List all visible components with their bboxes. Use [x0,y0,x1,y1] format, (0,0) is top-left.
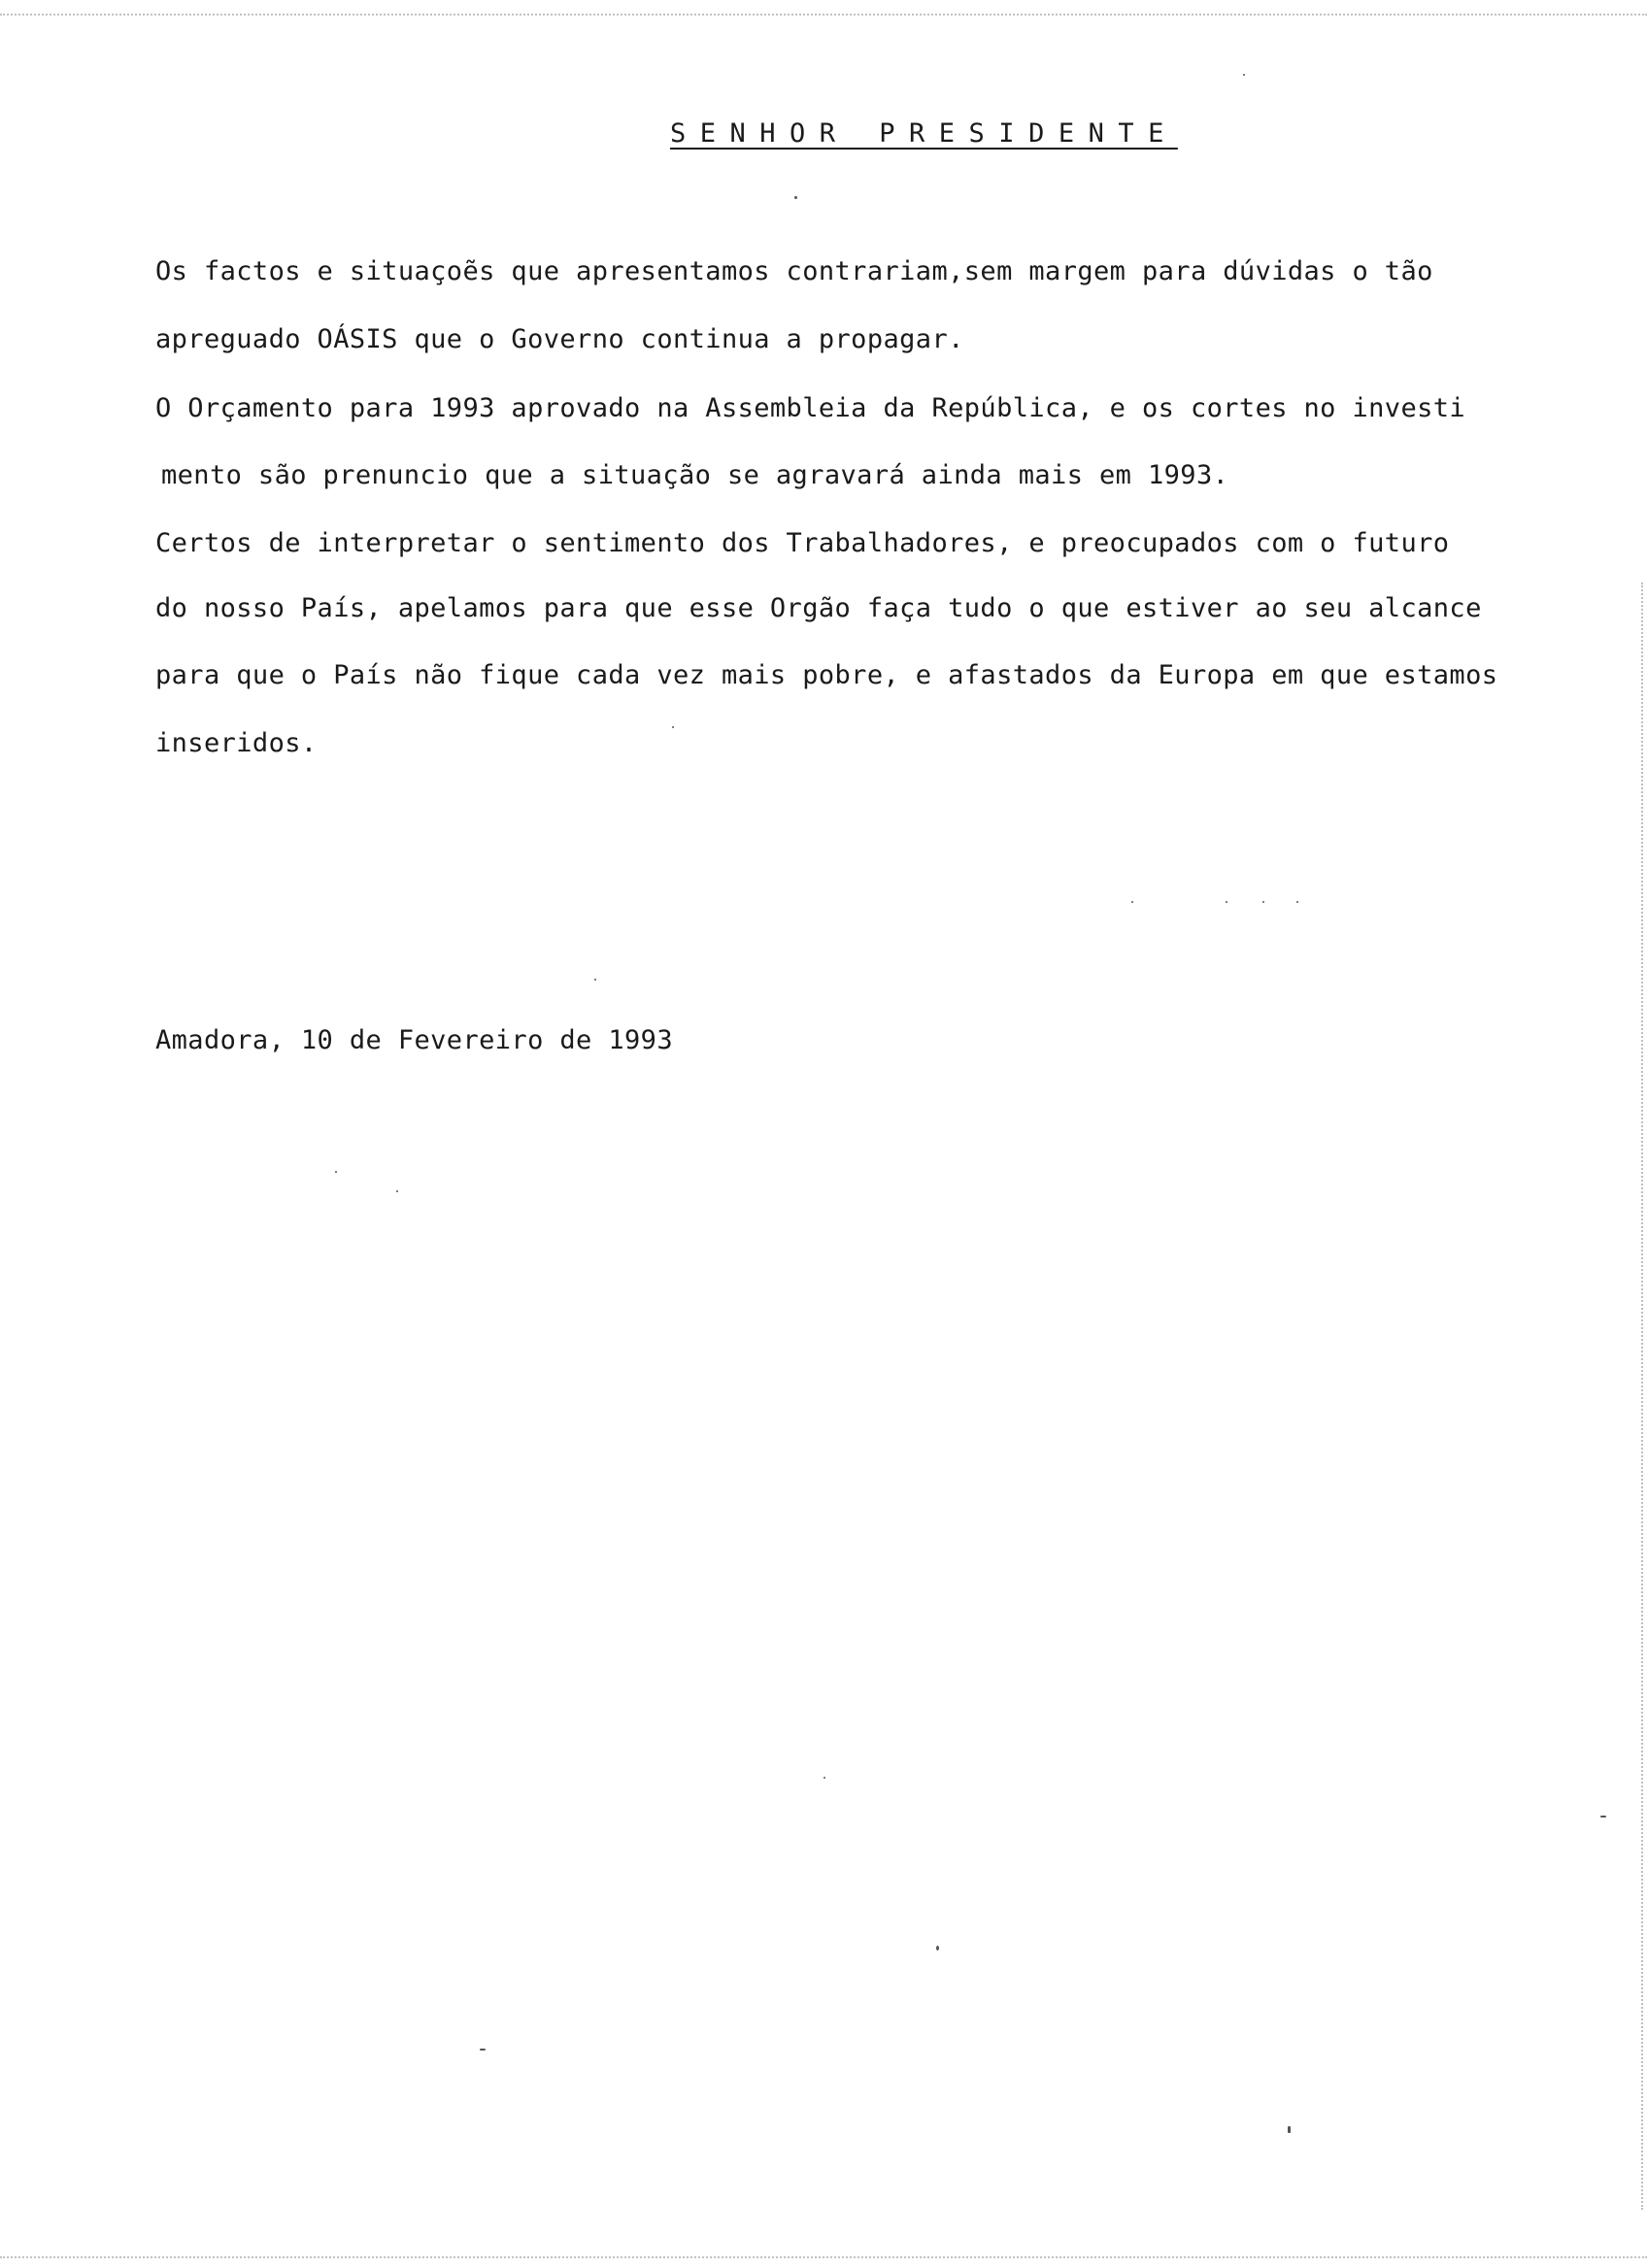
scan-speck [1288,2126,1291,2133]
scan-speck [594,979,596,981]
scan-speck [672,726,674,728]
body-line-3: O Orçamento para 1993 aprovado na Assembleia da República, e os cortes no investi [155,393,1466,423]
scan-speck [335,1171,337,1173]
scan-edge-top [0,14,1647,16]
scan-speck [480,2049,486,2051]
scan-speck [1226,901,1227,903]
date-line: Amadora, 10 de Fevereiro de 1993 [155,1025,673,1055]
body-line-7: para que o País não fique cada vez mais pobre, e afastados da Europa em que estamos [155,660,1498,690]
scan-speck [1131,901,1133,903]
scan-speck [1243,74,1245,76]
scan-speck [396,1190,398,1192]
scan-speck [794,196,797,199]
scan-edge-bottom [0,2256,1647,2258]
scan-speck [824,1777,825,1779]
body-line-4: mento são prenuncio que a situação se agravará ainda mais em 1993. [161,460,1229,490]
body-line-8: inseridos. [155,728,318,758]
scan-speck [936,1946,939,1951]
scan-edge-right [1641,583,1643,2210]
scan-speck [1600,1816,1606,1818]
body-line-5: Certos de interpretar o sentimento dos Trabalhadores, e preocupados com o futuro [155,528,1450,558]
scan-speck [1262,901,1264,903]
body-line-2: apreguado OÁSIS que o Governo continua a propagar. [155,324,964,354]
body-line-6: do nosso País, apelamos para que esse Orgão faça tudo o que estiver ao seu alcance [155,593,1482,623]
scan-speck [1296,901,1298,903]
letter-heading: SENHOR PRESIDENTE [670,118,1178,149]
body-line-1: Os factos e situaçoẽs que apresentamos contrariam,sem margem para dúvidas o tão [155,256,1433,286]
